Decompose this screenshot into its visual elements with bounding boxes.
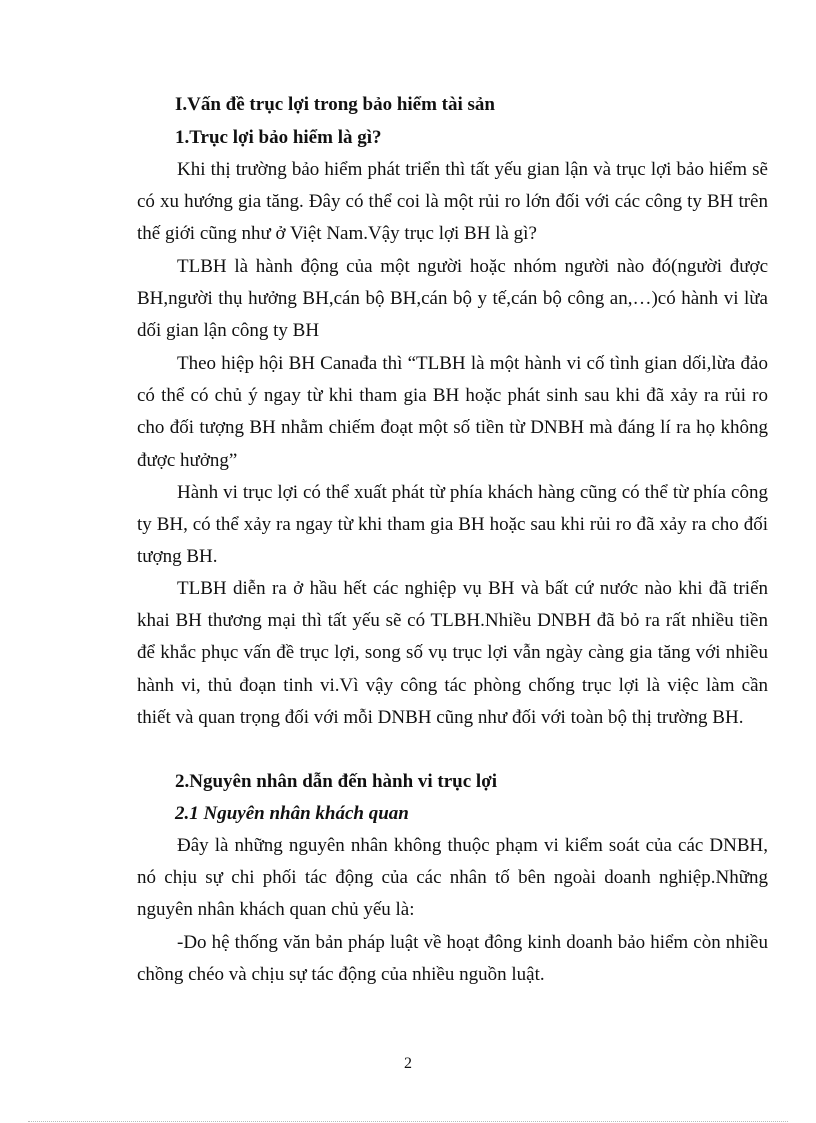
paragraph-tlbh-definition-text: TLBH là hành động của một người hoặc nhóm người nào đó(người được BH,người thụ hưởng BH,cán bộ BH,cán bộ y tế,cán bộ công an,…)có hành vi lừa dối gian lận công ty BH (137, 256, 768, 342)
paragraph-intro (137, 154, 768, 251)
paragraph-legal-system (137, 927, 768, 991)
paragraph-fraud-sources (137, 477, 768, 574)
paragraph-canada-definition (137, 348, 768, 477)
subheading-causes: 2.Nguyên nhân dẫn đến hành vi trục lợi (175, 771, 498, 792)
paragraph-intro-text: Khi thị trường bảo hiểm phát triển thì tất yếu gian lận và trục lợi bảo hiểm sẽ có xu hướng gia tăng. Đây có thể coi là một rủi ro lớn đối với các công ty BH trên thế giới cũng như ở Việt Nam.Vậy trục lợi BH là gì? (137, 159, 768, 245)
subheading-what-is-insurance-fraud: 1.Trục lợi bảo hiểm là gì? (175, 127, 382, 148)
paragraph-objective-causes (137, 830, 768, 927)
paragraph-objective-causes-text: Đây là những nguyên nhân không thuộc phạm vi kiểm soát của các DNBH, nó chịu sự chi phối tác động của các nhân tố bên ngoài doanh nghiệp.Những nguyên nhân khách quan chủ yếu là: (137, 835, 768, 921)
paragraph-fraud-prevalence-text: TLBH diễn ra ở hầu hết các nghiệp vụ BH và bất cứ nước nào khi đã triển khai BH thương mại thì tất yếu sẽ có TLBH.Nhiều DNBH đã bỏ ra rất nhiều tiền để khắc phục vấn đề trục lợi, song số vụ trục lợi vẫn ngày càng gia tăng với nhiều hành vi, thủ đoạn tinh vi.Vì vậy công tác phòng chống trục lợi là việc làm cần thiết và quan trọng đối với mỗi DNBH cũng như đối với toàn bộ thị trường BH. (137, 578, 768, 728)
paragraph-fraud-sources-text: Hành vi trục lợi có thể xuất phát từ phía khách hàng cũng có thể từ phía công ty BH, có thể xảy ra ngay từ khi tham gia BH hoặc sau khi rủi ro đã xảy ra cho đối tượng BH. (137, 482, 768, 568)
page-bottom-divider (28, 1121, 788, 1122)
paragraph-fraud-prevalence (137, 573, 768, 734)
subheading-objective-causes: 2.1 Nguyên nhân khách quan (175, 803, 409, 824)
paragraph-legal-system-text: -Do hệ thống văn bản pháp luật về hoạt đông kinh doanh bảo hiểm còn nhiều chồng chéo và chịu sự tác động của nhiều nguồn luật. (137, 932, 768, 986)
paragraph-canada-definition-text: Theo hiệp hội BH Canađa thì “TLBH là một hành vi cố tình gian dối,lừa đảo có thể có chủ ý ngay từ khi tham gia BH hoặc phát sinh sau khi đã xảy ra rủi ro cho đối tượng BH nhằm chiếm đoạt một số tiền từ DNBH mà đáng lí ra họ không được hưởng” (137, 353, 768, 471)
page-number: 2 (404, 1055, 412, 1072)
section-heading: I.Vấn đề trục lợi trong bảo hiểm tài sản (175, 94, 495, 115)
paragraph-tlbh-definition (137, 251, 768, 348)
